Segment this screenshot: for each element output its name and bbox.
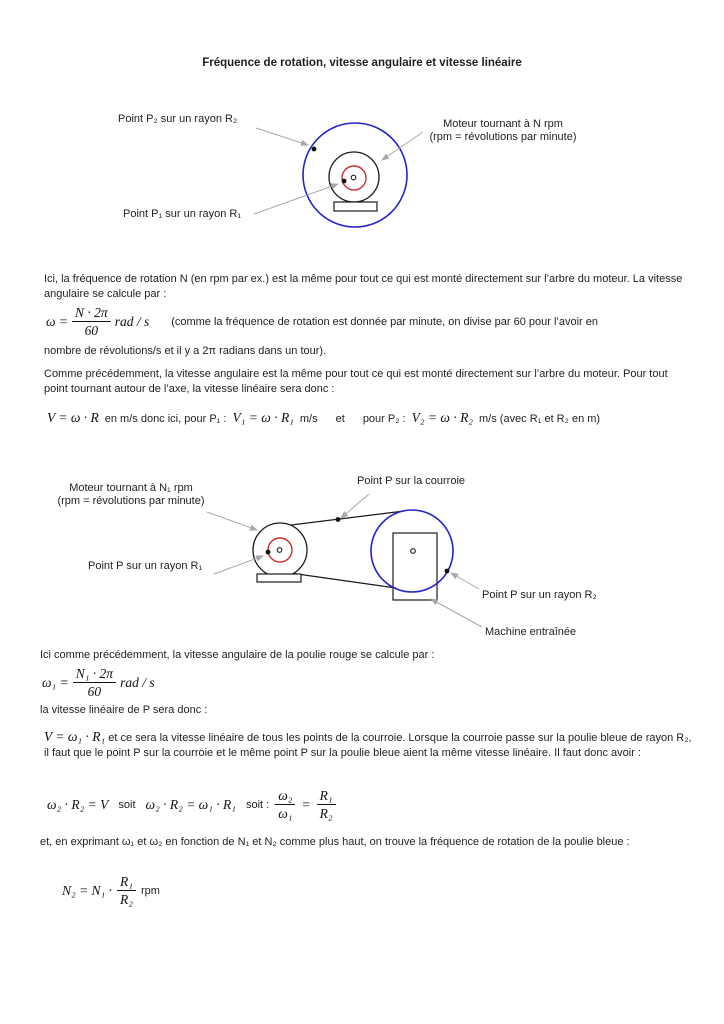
fraction-radius-ratio — [317, 788, 336, 821]
fraction-numerator: R₁ — [317, 788, 336, 805]
paragraph-4: la vitesse linéaire de P sera donc : — [40, 704, 208, 716]
diagram2-belt-drive — [200, 466, 515, 621]
text-v4: m/s (avec R₁ et R₂ en m) — [479, 413, 601, 425]
axle-dot — [351, 175, 356, 180]
math-v-omega-r: V = ω · R — [47, 410, 99, 425]
label-motor-line2: (rpm = révolutions par minute) — [429, 131, 577, 143]
math-equals: = — [301, 796, 311, 812]
fraction-denominator: 60 — [87, 684, 102, 699]
arrow-to-point-r1 — [214, 556, 263, 574]
fraction-denominator: ω₁ — [278, 806, 293, 821]
paragraph-2: Comme précédemment, la vitesse angulaire est la même pour tout ce qui est monté directement sur l’arbre du moteur. Pour tout point tournant autour de l’axe, la vitesse linéaire sera donc : — [44, 368, 668, 396]
arrow-to-p2 — [256, 128, 308, 145]
formula-omega1-fraction — [73, 666, 116, 699]
label-point-r1: Point P sur un rayon R₁ — [88, 560, 203, 572]
text-v2: m/s — [299, 413, 318, 425]
fraction-denominator: 60 — [84, 323, 99, 338]
label-point-p1: Point P₁ sur un rayon R₁ — [123, 208, 242, 220]
math-w2r2-v: ω₂ · R₂ = V — [47, 796, 109, 812]
label-belt-point: Point P sur la courroie — [357, 475, 466, 487]
arrow-to-motor2 — [207, 512, 257, 530]
formula-n2-lead: N₂ = N₁ · — [62, 882, 113, 898]
formula-omega-note-line2: nombre de révolutions/s et il y a 2π radians dans un tour). — [44, 345, 327, 357]
formula-n2-unit: rpm — [140, 884, 160, 897]
math-v-omega1-r1: V = ω₁ · R₁ — [44, 729, 106, 744]
fraction-numerator: N₁ · 2π — [73, 666, 116, 683]
label-motor2-line2: (rpm = révolutions par minute) — [57, 495, 205, 507]
arrow-to-machine — [431, 599, 482, 627]
label-motor2 — [44, 482, 218, 508]
formula-omega1-lead: ω₁ = — [42, 674, 69, 690]
label-motor-line1: Moteur tournant à N rpm — [443, 118, 563, 130]
formula-omega-fraction — [72, 305, 111, 338]
text-et: et — [335, 413, 345, 425]
text-soit-2: soit : — [245, 798, 270, 811]
fraction-numerator: N · 2π — [72, 305, 111, 322]
formula-omega1-unit: rad / s — [120, 674, 155, 690]
formula-n2-row — [62, 874, 160, 907]
motor2-stand — [257, 574, 301, 582]
label-point-p2: Point P₂ sur un rayon R₂ — [118, 113, 238, 125]
formula-omega-lead: ω = — [46, 313, 69, 329]
fraction-numerator: ω₂ — [275, 788, 295, 805]
paragraph-1: Ici, la fréquence de rotation N (en rpm par ex.) est la même pour tout ce qui est monté directement sur l’arbre du moteur. La vitesse angulaire se calcule par : — [44, 273, 683, 301]
text-v1: en m/s donc ici, pour P₁ : — [104, 413, 227, 425]
fraction-denominator: R₂ — [319, 806, 333, 821]
point-r2-dot — [445, 569, 450, 574]
label-motor — [403, 118, 603, 144]
belt-point-dot — [336, 517, 341, 522]
fraction-numerator: R₁ — [117, 874, 136, 891]
arrow-to-p1 — [254, 184, 338, 214]
label-machine: Machine entraînée — [485, 626, 577, 638]
paragraph-5-text: et ce sera la vitesse linéaire de tous les points de la courroie. Lorsque la courroie passe sur la poulie bleue de rayon R₂, il faut que le point P sur la courroie et le même point P sur la poulie bleue aient la même vitesse linéaire. Il faut donc avoir : — [44, 732, 692, 760]
math-v2: V₂ = ω · R₂ — [411, 410, 474, 425]
formula-omega-row — [46, 305, 706, 338]
formula-n2-fraction — [117, 874, 136, 907]
formula-omega-note: (comme la fréquence de rotation est donnée par minute, on divise par 60 pour l’avoir en — [171, 315, 599, 328]
formula-omega1-row — [42, 666, 155, 699]
paragraph-5 — [44, 729, 699, 761]
axle1-dot — [277, 548, 282, 553]
paragraph-6: et, en exprimant ω₁ et ω₂ en fonction de N₁ et N₂ comme plus haut, on trouve la fréquence de rotation de la poulie bleue : — [40, 836, 630, 848]
point-r1-dot — [266, 550, 271, 555]
point-p2-dot — [312, 147, 317, 152]
paragraph-3: Ici comme précédemment, la vitesse angulaire de la poulie rouge se calcule par : — [40, 649, 435, 661]
fraction-denominator: R₂ — [120, 892, 133, 907]
math-v1: V₁ = ω · R₁ — [232, 410, 294, 425]
fraction-omega-ratio — [275, 788, 295, 821]
label-point-r2: Point P sur un rayon R₂ — [482, 589, 597, 601]
axle2-dot — [411, 549, 416, 554]
linear-speed-line — [47, 410, 600, 426]
formula-belt-row — [47, 788, 336, 821]
motor-stand — [334, 202, 377, 211]
math-w2r2-w1r1: ω₂ · R₂ = ω₁ · R₁ — [145, 796, 236, 812]
text-soit-1: soit — [118, 798, 136, 811]
point-p1-dot — [342, 179, 347, 184]
arrow-to-point-r2 — [451, 573, 479, 589]
label-motor2-line1: Moteur tournant à N₁ rpm — [69, 482, 193, 494]
page-title: Fréquence de rotation, vitesse angulaire et vitesse linéaire — [202, 57, 522, 69]
text-v3: pour P₂ : — [362, 413, 406, 425]
formula-omega-unit: rad / s — [114, 313, 150, 329]
arrow-to-belt-point — [341, 494, 369, 518]
